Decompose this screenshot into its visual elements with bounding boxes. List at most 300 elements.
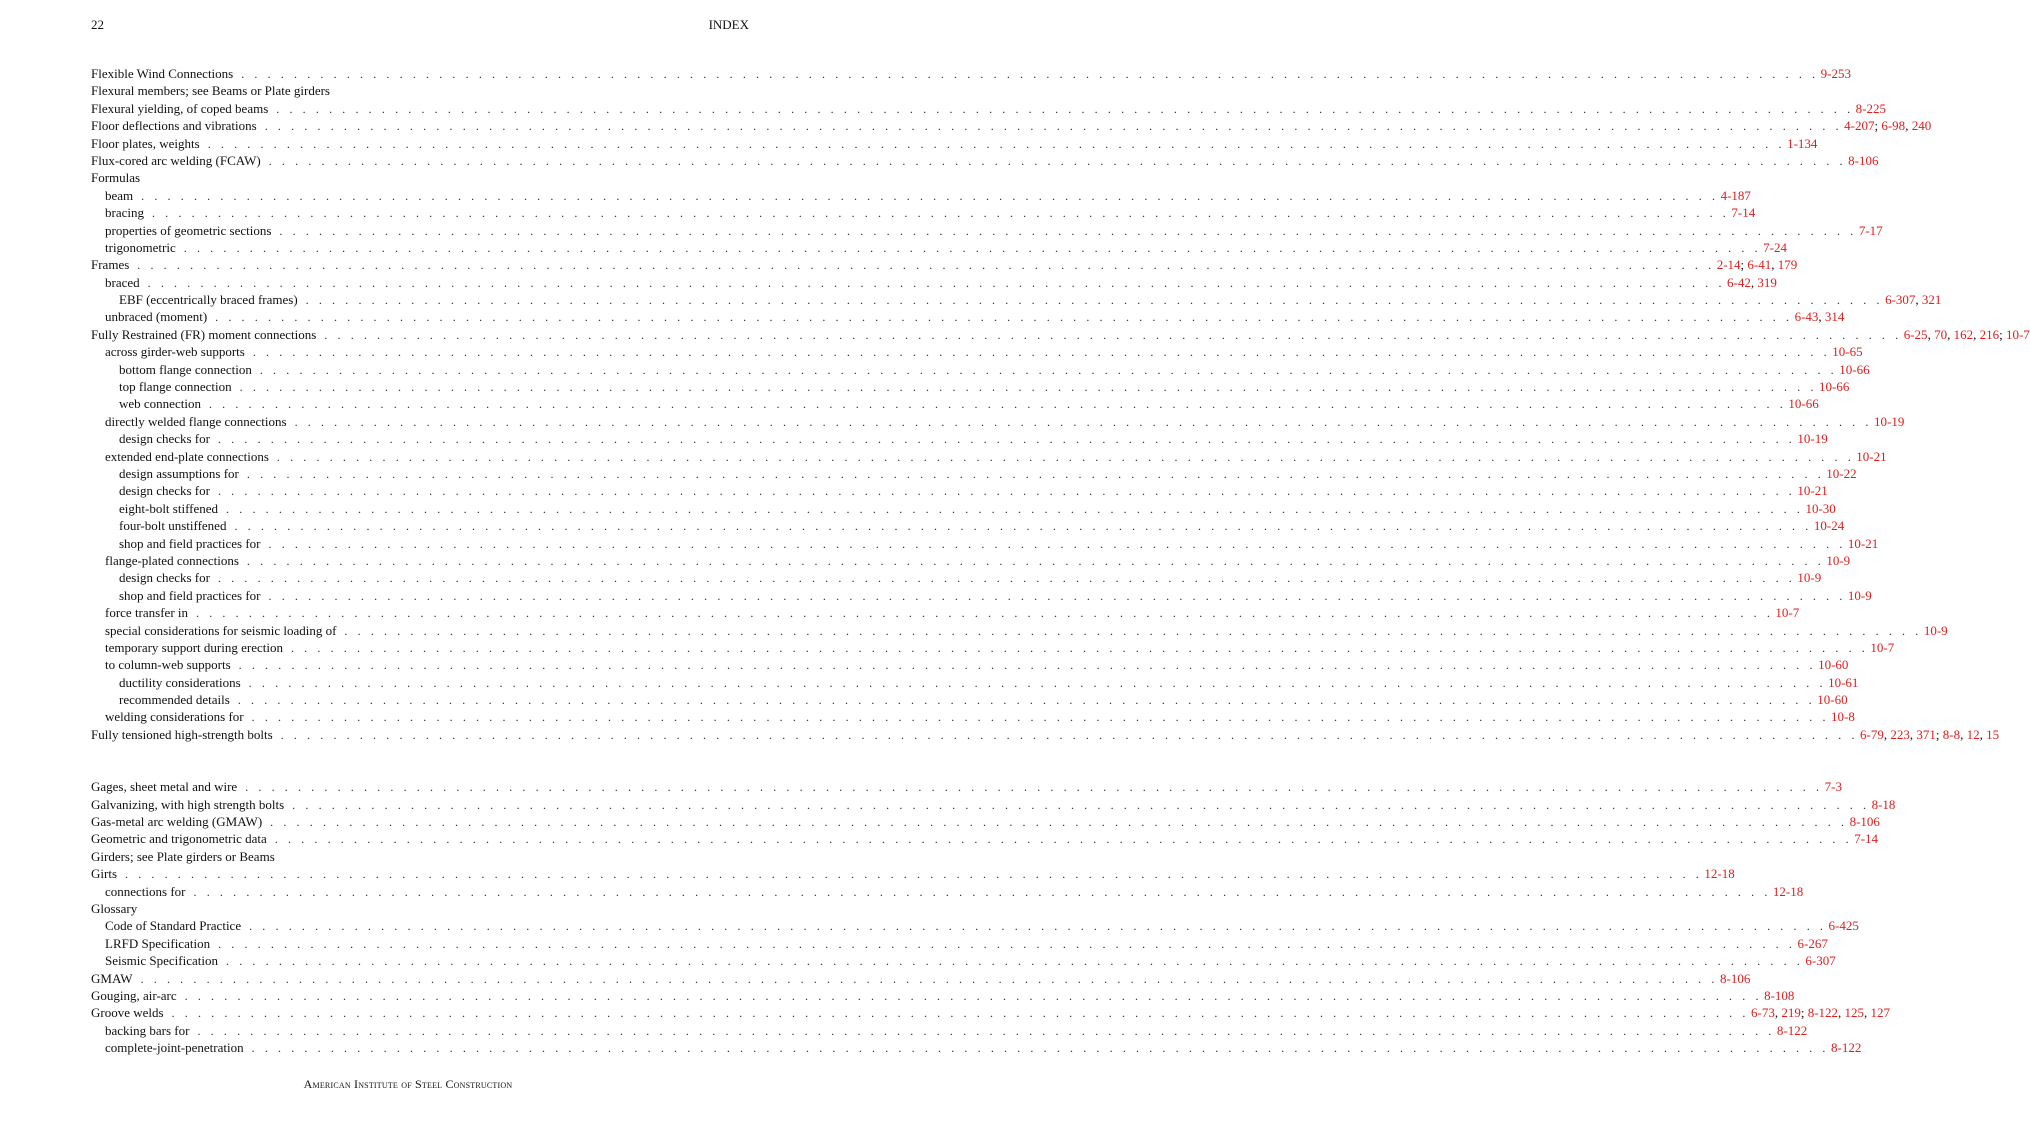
index-term: Gouging, air-arc bbox=[91, 987, 177, 1003]
dot-leader: . . . . . . . . . . . . . . . . . . . . . . . . . . . . . . . . . . . . . . . . . . . . . . . . . . . . . . . . . . . . . . . . . . . . . . . . . . . . . . . . . . . . . . . . . . . . . . . . . . . . . . . . . . . . . . . . . . . . . . . . bbox=[140, 971, 1718, 986]
index-term: EBF (eccentrically braced frames) bbox=[119, 292, 298, 308]
dot-leader: . . . . . . . . . . . . . . . . . . . . . . . . . . . . . . . . . . . . . . . . . . . . . . . . . . . . . . . . . . . . . . . . . . . . . . . . . . . . . . . . . . . . . . . . . . . . . . . . . . . . . . . . . . . . . . . . . . . . . . . . bbox=[208, 397, 1787, 412]
index-entry bbox=[91, 187, 1751, 204]
page-ref-link[interactable]: 10-19 bbox=[1873, 413, 1905, 429]
page-refs bbox=[1848, 587, 1872, 604]
dot-leader: . . . . . . . . . . . . . . . . . . . . . . . . . . . . . . . . . . . . . . . . . . . . . . . . . . . . . . . . . . . . . . . . . . . . . . . . . . . . . . . . . . . . . . . . . . . . . . . . . . . . . . . . . . . . . . . . . . . . . . . . bbox=[276, 101, 1854, 116]
page-refs bbox=[1797, 482, 1827, 499]
index-term: Floor plates, weights bbox=[91, 135, 200, 151]
page-ref-link[interactable]: 8-8 bbox=[1942, 726, 1961, 742]
page-ref-link[interactable]: 6-41 bbox=[1747, 257, 1772, 273]
page-ref-link[interactable]: 6-43 bbox=[1794, 309, 1819, 325]
page-ref-link[interactable]: 6-307 bbox=[1805, 953, 1836, 969]
page-refs bbox=[1817, 691, 1847, 708]
page-ref-link[interactable]: 371 bbox=[1916, 726, 1936, 742]
page-ref-link[interactable]: 6-98 bbox=[1881, 118, 1906, 134]
index-term: Formulas bbox=[91, 170, 141, 186]
page-ref-link[interactable]: 162 bbox=[1953, 326, 1974, 342]
page-ref-link[interactable]: 9-253 bbox=[1820, 66, 1851, 81]
index-term: Fully tensioned high-strength bolts bbox=[91, 726, 273, 742]
page-refs bbox=[1872, 796, 1896, 813]
ref-separator: , bbox=[1927, 326, 1935, 342]
index-entry bbox=[91, 569, 1822, 586]
page-ref-link[interactable]: 7-17 bbox=[1858, 222, 1883, 238]
index-entry bbox=[91, 1039, 1862, 1056]
dot-leader: . . . . . . . . . . . . . . . . . . . . . . . . . . . . . . . . . . . . . . . . . . . . . . . . . . . . . . . . . . . . . . . . . . . . . . . . . . . . . . . . . . . . . . . . . . . . . . . . . . . . . . . . . . . . . . . . . . . . . . . . bbox=[217, 571, 1796, 586]
page-refs bbox=[1727, 274, 1777, 291]
page-ref-link[interactable]: 6-25 bbox=[1903, 326, 1928, 342]
page-ref-link[interactable]: 223 bbox=[1890, 726, 1910, 742]
index-entry bbox=[91, 639, 1895, 656]
index-term: Gas-metal arc welding (GMAW) bbox=[91, 814, 263, 830]
index-term: Floor deflections and vibrations bbox=[91, 118, 257, 134]
index-term: Galvanizing, with high strength bolts bbox=[91, 796, 285, 812]
page-ref-link[interactable]: 8-106 bbox=[1849, 814, 1880, 830]
index-term: force transfer in bbox=[105, 605, 189, 621]
page-ref-link[interactable]: 10-7 bbox=[1775, 605, 1800, 621]
dot-leader: . . . . . . . . . . . . . . . . . . . . . . . . . . . . . . . . . . . . . . . . . . . . . . . . . . . . . . . . . . . . . . . . . . . . . . . . . . . . . . . . . . . . . . . . . . . . . . . . . . . . . . . . . . . . . . . . . . . . . . . . bbox=[344, 623, 1922, 638]
index-term: Fully Restrained (FR) moment connections bbox=[91, 326, 317, 342]
page-ref-link[interactable]: 12-18 bbox=[1704, 866, 1735, 882]
index-term: Frames bbox=[91, 257, 130, 273]
dot-leader: . . . . . . . . . . . . . . . . . . . . . . . . . . . . . . . . . . . . . . . . . . . . . . . . . . . . . . . . . . . . . . . . . . . . . . . . . . . . . . . . . . . . . . . . . . . . . . . . . . . . . . . . . . . . . . . . . . . . . . . . bbox=[251, 1041, 1830, 1056]
ref-separator: , bbox=[1947, 326, 1954, 342]
dot-leader: . . . . . . . . . . . . . . . . . . . . . . . . . . . . . . . . . . . . . . . . . . . . . . . . . . . . . . . . . . . . . . . . . . . . . . . . . . . . . . . . . . . . . . . . . . . . . . . . . . . . . . . . . . . . . . . . . . . . . . . . bbox=[147, 275, 1726, 290]
index-term: connections for bbox=[105, 883, 186, 899]
page-ref-link[interactable]: 10-24 bbox=[1813, 518, 1845, 534]
index-entry bbox=[91, 256, 1798, 273]
page-refs bbox=[1826, 552, 1850, 569]
page-refs bbox=[1839, 361, 1869, 378]
dot-leader: . . . . . . . . . . . . . . . . . . . . . . . . . . . . . . . . . . . . . . . . . . . . . . . . . . . . . . . . . . . . . . . . . . . . . . . . . . . . . . . . . . . . . . . . . . . . . . . . . . . . . . . . . . . . . . . . . . . . . . . . bbox=[218, 936, 1796, 951]
page-ref-link[interactable]: 8-18 bbox=[1871, 796, 1896, 812]
index-term: braced bbox=[105, 274, 140, 290]
page-refs bbox=[1805, 500, 1835, 517]
page-refs bbox=[1848, 535, 1878, 552]
page-refs bbox=[1763, 239, 1787, 256]
index-term: GMAW bbox=[91, 970, 133, 986]
page-ref-link[interactable]: 10-61 bbox=[1828, 674, 1859, 690]
page-ref-link[interactable]: 10-22 bbox=[1826, 465, 1857, 481]
dot-leader: . . . . . . . . . . . . . . . . . . . . . . . . . . . . . . . . . . . . . . . . . . . . . . . . . . . . . . . . . . . . . . . . . . . . . . . . . . . . . . . . . . . . . . . . . . . . . . . . . . . . . . . . . . . . . . . . . . . . . . . . bbox=[184, 988, 1763, 1003]
page-ref-link[interactable]: 10-7 bbox=[2005, 326, 2030, 342]
index-entry bbox=[91, 204, 1756, 221]
page-refs bbox=[1797, 569, 1821, 586]
dot-leader: . . . . . . . . . . . . . . . . . . . . . . . . . . . . . . . . . . . . . . . . . . . . . . . . . . . . . . . . . . . . . . . . . . . . . . . . . . . . . . . . . . . . . . . . . . . . . . . . . . . . . . . . . . . . . . . . . . . . . . . . bbox=[251, 710, 1830, 725]
page-refs bbox=[1829, 917, 1859, 934]
index-entry bbox=[91, 152, 1879, 169]
dot-leader: . . . . . . . . . . . . . . . . . . . . . . . . . . . . . . . . . . . . . . . . . . . . . . . . . . . . . . . . . . . . . . . . . . . . . . . . . . . . . . . . . . . . . . . . . . . . . . . . . . . . . . . . . . . . . . . . . . . . . . . . bbox=[279, 223, 1857, 238]
index-term: extended end-plate connections bbox=[105, 448, 269, 464]
index-term: top flange connection bbox=[119, 379, 232, 395]
index-entry bbox=[91, 482, 1828, 499]
index-term: Flexural members; see Beams or Plate girders bbox=[91, 83, 330, 99]
index-entry bbox=[91, 100, 1887, 117]
page-refs bbox=[1704, 865, 1734, 882]
page-ref-link[interactable]: 219 bbox=[1781, 1005, 1801, 1021]
index-entry bbox=[91, 970, 1751, 987]
index-list bbox=[91, 65, 2030, 1056]
dot-leader: . . . . . . . . . . . . . . . . . . . . . . . . . . . . . . . . . . . . . . . . . . . . . . . . . . . . . . . . . . . . . . . . . . . . . . . . . . . . . . . . . . . . . . . . . . . . . . . . . . . . . . . . . . . . . . . . . . . . . . . . bbox=[274, 832, 1853, 847]
page-ref-link[interactable]: 179 bbox=[1777, 257, 1798, 273]
page-refs bbox=[1870, 639, 1894, 656]
index-term: design checks for bbox=[119, 570, 210, 586]
page-ref-link[interactable]: 10-9 bbox=[1923, 622, 1948, 638]
page-ref-link[interactable]: 10-30 bbox=[1805, 500, 1836, 516]
index-entry bbox=[91, 1004, 1891, 1021]
ref-separator: , bbox=[1838, 1005, 1845, 1021]
dot-leader: . . . . . . . . . . . . . . . . . . . . . . . . . . . . . . . . . . . . . . . . . . . . . . . . . . . . . . . . . . . . . . . . . . . . . . . . . . . . . . . . . . . . . . . . . . . . . . . . . . . . . . . . . . . . . . . . . . . . . . . . bbox=[197, 1023, 1775, 1038]
page-refs bbox=[1828, 674, 1858, 691]
page-refs bbox=[1825, 778, 1842, 795]
dot-leader: . . . . . . . . . . . . . . . . . . . . . . . . . . . . . . . . . . . . . . . . . . . . . . . . . . . . . . . . . . . . . . . . . . . . . . . . . . . . . . . . . . . . . . . . . . . . . . . . . . . . . . . . . . . . . . . . . . . . . . . . bbox=[141, 188, 1719, 203]
page-ref-link[interactable]: 6-425 bbox=[1828, 918, 1859, 934]
index-term: unbraced (moment) bbox=[105, 309, 208, 325]
index-term: shop and field practices for bbox=[119, 535, 261, 551]
page-ref-link[interactable]: 10-21 bbox=[1847, 535, 1879, 551]
page-ref-link[interactable]: 10-21 bbox=[1797, 483, 1828, 499]
dot-leader: . . . . . . . . . . . . . . . . . . . . . . . . . . . . . . . . . . . . . . . . . . . . . . . . . . . . . . . . . . . . . . . . . . . . . . . . . . . . . . . . . . . . . . . . . . . . . . . . . . . . . . . . . . . . . . . . . . . . . . . . bbox=[239, 380, 1818, 395]
dot-leader: . . . . . . . . . . . . . . . . . . . . . . . . . . . . . . . . . . . . . . . . . . . . . . . . . . . . . . . . . . . . . . . . . . . . . . . . . . . . . . . . . . . . . . . . . . . . . . . . . . . . . . . . . . . . . . . . . . . . . . . . bbox=[294, 414, 1872, 429]
page-ref-link[interactable]: 10-7 bbox=[1870, 639, 1895, 655]
page-ref-link[interactable]: 12 bbox=[1966, 726, 1980, 742]
page-refs bbox=[1787, 135, 1817, 152]
page-ref-link[interactable]: 7-14 bbox=[1731, 205, 1756, 221]
ref-separator: , bbox=[1864, 1005, 1871, 1021]
page-refs bbox=[1860, 726, 1999, 743]
page-refs bbox=[1721, 187, 1751, 204]
ref-separator: , bbox=[1973, 326, 1980, 342]
index-term: shop and field practices for bbox=[119, 587, 261, 603]
dot-leader: . . . . . . . . . . . . . . . . . . . . . . . . . . . . . . . . . . . . . . . . . . . . . . . . . . . . . . . . . . . . . . . . . . . . . . . . . . . . . . . . . . . . . . . . . . . . . . . . . . . . . . . . . . . . . . . . . . . . . . . . bbox=[270, 815, 1848, 830]
index-entry bbox=[91, 239, 1788, 256]
dot-leader: . . . . . . . . . . . . . . . . . . . . . . . . . . . . . . . . . . . . . . . . . . . . . . . . . . . . . . . . . . . . . . . . . . . . . . . . . . . . . . . . . . . . . . . . . . . . . . . . . . . . . . . . . . . . . . . . . . . . . . . . bbox=[268, 153, 1847, 168]
index-entry bbox=[91, 135, 1818, 152]
page-refs bbox=[1821, 65, 1851, 82]
page-refs bbox=[1775, 604, 1799, 621]
index-entry bbox=[91, 326, 2030, 343]
index-entry bbox=[91, 65, 1851, 82]
dot-leader: . . . . . . . . . . . . . . . . . . . . . . . . . . . . . . . . . . . . . . . . . . . . . . . . . . . . . . . . . . . . . . . . . . . . . . . . . . . . . . . . . . . . . . . . . . . . . . . . . . . . . . . . . . . . . . . . . . . . . . . . bbox=[125, 867, 1703, 882]
page-ref-link[interactable]: 7-14 bbox=[1854, 831, 1879, 847]
page-ref-link[interactable]: 15 bbox=[1986, 726, 2000, 742]
section-gap bbox=[91, 743, 749, 778]
index-term: complete-joint-penetration bbox=[105, 1040, 244, 1056]
page-refs bbox=[1885, 291, 1941, 308]
dot-leader: . . . . . . . . . . . . . . . . . . . . . . . . . . . . . . . . . . . . . . . . . . . . . . . . . . . . . . . . . . . . . . . . . . . . . . . . . . . . . . . . . . . . . . . . . . . . . . . . . . . . . . . . . . . . . . . . . . . . . . . . bbox=[305, 293, 1884, 308]
dot-leader: . . . . . . . . . . . . . . . . . . . . . . . . . . . . . . . . . . . . . . . . . . . . . . . . . . . . . . . . . . . . . . . . . . . . . . . . . . . . . . . . . . . . . . . . . . . . . . . . . . . . . . . . . . . . . . . . . . . . . . . . bbox=[207, 136, 1786, 151]
page-ref-link[interactable]: 4-207 bbox=[1844, 118, 1875, 134]
dot-leader: . . . . . . . . . . . . . . . . . . . . . . . . . . . . . . . . . . . . . . . . . . . . . . . . . . . . . . . . . . . . . . . . . . . . . . . . . . . . . . . . . . . . . . . . . . . . . . . . . . . . . . . . . . . . . . . . . . . . . . . . bbox=[151, 206, 1730, 221]
dot-leader: . . . . . . . . . . . . . . . . . . . . . . . . . . . . . . . . . . . . . . . . . . . . . . . . . . . . . . . . . . . . . . . . . . . . . . . . . . . . . . . . . . . . . . . . . . . . . . . . . . . . . . . . . . . . . . . . . . . . . . . . bbox=[226, 501, 1804, 516]
page-refs bbox=[1717, 256, 1798, 273]
page-ref-link[interactable]: 10-66 bbox=[1819, 379, 1850, 395]
page-refs bbox=[1831, 708, 1855, 725]
index-term: Code of Standard Practice bbox=[105, 918, 242, 934]
index-entry bbox=[91, 900, 749, 917]
index-term: welding considerations for bbox=[105, 709, 244, 725]
ref-separator: , bbox=[1750, 274, 1758, 290]
index-entry bbox=[91, 291, 1942, 308]
index-entry bbox=[91, 883, 1804, 900]
index-entry bbox=[91, 430, 1828, 447]
index-term: eight-bolt stiffened bbox=[119, 500, 219, 516]
dot-leader: . . . . . . . . . . . . . . . . . . . . . . . . . . . . . . . . . . . . . . . . . . . . . . . . . . . . . . . . . . . . . . . . . . . . . . . . . . . . . . . . . . . . . . . . . . . . . . . . . . . . . . . . . . . . . . . . . . . . . . . . bbox=[268, 588, 1846, 603]
dot-leader: . . . . . . . . . . . . . . . . . . . . . . . . . . . . . . . . . . . . . . . . . . . . . . . . . . . . . . . . . . . . . . . . . . . . . . . . . . . . . . . . . . . . . . . . . . . . . . . . . . . . . . . . . . . . . . . . . . . . . . . . bbox=[324, 327, 1902, 342]
page-ref-link[interactable]: 10-66 bbox=[1839, 361, 1870, 377]
ref-separator: , bbox=[1979, 726, 1987, 742]
ref-separator: , bbox=[1771, 257, 1778, 273]
index-entry bbox=[91, 917, 1859, 934]
dot-leader: . . . . . . . . . . . . . . . . . . . . . . . . . . . . . . . . . . . . . . . . . . . . . . . . . . . . . . . . . . . . . . . . . . . . . . . . . . . . . . . . . . . . . . . . . . . . . . . . . . . . . . . . . . . . . . . . . . . . . . . . bbox=[290, 640, 1869, 655]
dot-leader: . . . . . . . . . . . . . . . . . . . . . . . . . . . . . . . . . . . . . . . . . . . . . . . . . . . . . . . . . . . . . . . . . . . . . . . . . . . . . . . . . . . . . . . . . . . . . . . . . . . . . . . . . . . . . . . . . . . . . . . . bbox=[215, 310, 1793, 325]
index-term: recommended details bbox=[119, 692, 230, 708]
page-ref-link[interactable]: 10-8 bbox=[1831, 709, 1855, 725]
dot-leader: . . . . . . . . . . . . . . . . . . . . . . . . . . . . . . . . . . . . . . . . . . . . . . . . . . . . . . . . . . . . . . . . . . . . . . . . . . . . . . . . . . . . . . . . . . . . . . . . . . . . . . . . . . . . . . . . . . . . . . . . bbox=[252, 345, 1831, 360]
page-ref-link[interactable]: 127 bbox=[1870, 1005, 1891, 1021]
page-refs bbox=[1797, 935, 1827, 952]
page-refs bbox=[1874, 413, 1904, 430]
page-ref-link[interactable]: 7-3 bbox=[1824, 779, 1842, 795]
page-ref-link[interactable]: 216 bbox=[1979, 326, 2000, 342]
ref-separator: , bbox=[1909, 726, 1917, 742]
index-term: ductility considerations bbox=[119, 674, 241, 690]
ref-separator: ; bbox=[1740, 257, 1748, 273]
ref-separator: , bbox=[1915, 292, 1922, 308]
page-ref-link[interactable]: 7-24 bbox=[1763, 239, 1788, 255]
index-term: across girder-web supports bbox=[105, 344, 245, 360]
index-entry bbox=[91, 552, 1851, 569]
index-term: special considerations for seismic loading of bbox=[105, 622, 337, 638]
page-ref-link[interactable]: 1-134 bbox=[1787, 135, 1818, 151]
index-entry bbox=[91, 169, 749, 186]
ref-separator: ; bbox=[1800, 1005, 1808, 1021]
page-ref-link[interactable]: 314 bbox=[1824, 309, 1845, 325]
page-ref-link[interactable]: 10-65 bbox=[1832, 344, 1863, 360]
page-ref-link[interactable]: 8-122 bbox=[1776, 1022, 1808, 1038]
index-entry bbox=[91, 865, 1735, 882]
page-ref-link[interactable]: 2-14 bbox=[1716, 257, 1741, 273]
page-ref-link[interactable]: 8-106 bbox=[1848, 152, 1879, 168]
index-entry bbox=[91, 82, 749, 99]
index-term: Glossary bbox=[91, 900, 138, 916]
page-ref-link[interactable]: 10-9 bbox=[1797, 570, 1822, 586]
page-number: 22 bbox=[91, 17, 104, 32]
index-entry bbox=[91, 517, 1845, 534]
dot-leader: . . . . . . . . . . . . . . . . . . . . . . . . . . . . . . . . . . . . . . . . . . . . . . . . . . . . . . . . . . . . . . . . . . . . . . . . . . . . . . . . . . . . . . . . . . . . . . . . . . . . . . . . . . . . . . . . . . . . . . . . bbox=[217, 484, 1796, 499]
index-term: Geometric and trigonometric data bbox=[91, 831, 267, 847]
index-term: Seismic Specification bbox=[105, 953, 219, 969]
page-ref-link[interactable]: 8-122 bbox=[1831, 1040, 1862, 1056]
index-term: Girders; see Plate girders or Beams bbox=[91, 848, 275, 864]
page-footer: American Institute of Steel Construction bbox=[303, 1077, 513, 1091]
index-entry bbox=[91, 343, 1863, 360]
index-entry bbox=[91, 796, 1896, 813]
ref-separator: ; bbox=[1935, 726, 1943, 742]
ref-separator: , bbox=[1960, 726, 1967, 742]
index-term: backing bars for bbox=[105, 1022, 190, 1038]
page-refs bbox=[1831, 1039, 1861, 1056]
index-term: bottom flange connection bbox=[119, 361, 252, 377]
dot-leader: . . . . . . . . . . . . . . . . . . . . . . . . . . . . . . . . . . . . . . . . . . . . . . . . . . . . . . . . . . . . . . . . . . . . . . . . . . . . . . . . . . . . . . . . . . . . . . . . . . . . . . . . . . . . . . . . . . . . . . . . bbox=[193, 884, 1771, 899]
index-entry bbox=[91, 952, 1836, 969]
page-ref-link[interactable]: 321 bbox=[1921, 292, 1942, 308]
index-term: Groove welds bbox=[91, 1005, 164, 1021]
index-entry bbox=[91, 674, 1859, 691]
index-entry bbox=[91, 1022, 1808, 1039]
dot-leader: . . . . . . . . . . . . . . . . . . . . . . . . . . . . . . . . . . . . . . . . . . . . . . . . . . . . . . . . . . . . . . . . . . . . . . . . . . . . . . . . . . . . . . . . . . . . . . . . . . . . . . . . . . . . . . . . . . . . . . . . bbox=[264, 119, 1843, 134]
index-term: directly welded flange connections bbox=[105, 413, 287, 429]
page-ref-link[interactable]: 70 bbox=[1934, 326, 1948, 342]
page-ref-link[interactable]: 10-60 bbox=[1817, 692, 1848, 708]
index-term: Gages, sheet metal and wire bbox=[91, 779, 238, 795]
page-refs bbox=[1788, 395, 1818, 412]
index-term: bracing bbox=[105, 205, 144, 221]
dot-leader: . . . . . . . . . . . . . . . . . . . . . . . . . . . . . . . . . . . . . . . . . . . . . . . . . . . . . . . . . . . . . . . . . . . . . . . . . . . . . . . . . . . . . . . . . . . . . . . . . . . . . . . . . . . . . . . . . . . . . . . . bbox=[292, 797, 1870, 812]
index-term: Flexible Wind Connections bbox=[91, 66, 234, 81]
dot-leader: . . . . . . . . . . . . . . . . . . . . . . . . . . . . . . . . . . . . . . . . . . . . . . . . . . . . . . . . . . . . . . . . . . . . . . . . . . . . . . . . . . . . . . . . . . . . . . . . . . . . . . . . . . . . . . . . . . . . . . . . bbox=[171, 1006, 1749, 1021]
index-term: Girts bbox=[91, 866, 117, 882]
page-refs bbox=[1856, 100, 1886, 117]
page-refs bbox=[1818, 656, 1848, 673]
index-entry bbox=[91, 587, 1872, 604]
page-refs bbox=[1826, 465, 1856, 482]
index-term: beam bbox=[105, 187, 134, 203]
index-entry bbox=[91, 222, 1883, 239]
dot-leader: . . . . . . . . . . . . . . . . . . . . . . . . . . . . . . . . . . . . . . . . . . . . . . . . . . . . . . . . . . . . . . . . . . . . . . . . . . . . . . . . . . . . . . . . . . . . . . . . . . . . . . . . . . . . . . . . . . . . . . . . bbox=[246, 466, 1825, 481]
page-ref-link[interactable]: 10-66 bbox=[1788, 396, 1819, 412]
page-ref-link[interactable]: 6-42 bbox=[1727, 274, 1751, 290]
index-term: properties of geometric sections bbox=[105, 222, 272, 238]
index-entry bbox=[91, 604, 1800, 621]
page-ref-link[interactable]: 240 bbox=[1911, 118, 1932, 134]
page-ref-link[interactable]: 6-307 bbox=[1885, 292, 1916, 308]
index-entry bbox=[91, 465, 1857, 482]
page-refs bbox=[1832, 343, 1862, 360]
dot-leader: . . . . . . . . . . . . . . . . . . . . . . . . . . . . . . . . . . . . . . . . . . . . . . . . . . . . . . . . . . . . . . . . . . . . . . . . . . . . . . . . . . . . . . . . . . . . . . . . . . . . . . . . . . . . . . . . . . . . . . . . bbox=[196, 606, 1774, 621]
page-ref-link[interactable]: 4-187 bbox=[1720, 187, 1751, 203]
index-term: web connection bbox=[119, 396, 201, 412]
ref-separator: ; bbox=[1874, 118, 1882, 134]
index-term: trigonometric bbox=[105, 239, 176, 255]
index-entry bbox=[91, 622, 1948, 639]
page-ref-link[interactable]: 6-267 bbox=[1797, 935, 1828, 951]
index-entry bbox=[91, 813, 1880, 830]
page-ref-link[interactable]: 12-18 bbox=[1772, 883, 1804, 899]
ref-separator: , bbox=[1818, 309, 1825, 325]
page-ref-link[interactable]: 8-106 bbox=[1719, 970, 1751, 986]
page-refs bbox=[1720, 970, 1750, 987]
index-term: LRFD Specification bbox=[105, 935, 211, 951]
page-refs bbox=[1814, 517, 1844, 534]
index-entry bbox=[91, 708, 1855, 725]
dot-leader: . . . . . . . . . . . . . . . . . . . . . . . . . . . . . . . . . . . . . . . . . . . . . . . . . . . . . . . . . . . . . . . . . . . . . . . . . . . . . . . . . . . . . . . . . . . . . . . . . . . . . . . . . . . . . . . . . . . . . . . . bbox=[183, 240, 1762, 255]
page-ref-link[interactable]: 10-9 bbox=[1847, 587, 1872, 603]
index-term: flange-plated connections bbox=[105, 552, 239, 568]
index-entry bbox=[91, 830, 1879, 847]
index-term: design checks for bbox=[119, 431, 210, 447]
dot-leader: . . . . . . . . . . . . . . . . . . . . . . . . . . . . . . . . . . . . . . . . . . . . . . . . . . . . . . . . . . . . . . . . . . . . . . . . . . . . . . . . . . . . . . . . . . . . . . . . . . . . . . . . . . . . . . . . . . . . . . . . bbox=[217, 432, 1796, 447]
index-entry bbox=[91, 448, 1887, 465]
dot-leader: . . . . . . . . . . . . . . . . . . . . . . . . . . . . . . . . . . . . . . . . . . . . . . . . . . . . . . . . . . . . . . . . . . . . . . . . . . . . . . . . . . . . . . . . . . . . . . . . . . . . . . . . . . . . . . . . . . . . . . . . bbox=[246, 553, 1825, 568]
dot-leader: . . . . . . . . . . . . . . . . . . . . . . . . . . . . . . . . . . . . . . . . . . . . . . . . . . . . . . . . . . . . . . . . . . . . . . . . . . . . . . . . . . . . . . . . . . . . . . . . . . . . . . . . . . . . . . . . . . . . . . . . bbox=[268, 536, 1846, 551]
index-entry bbox=[91, 361, 1870, 378]
index-term: design checks for bbox=[119, 483, 210, 499]
page-refs bbox=[1805, 952, 1835, 969]
page-refs bbox=[1795, 308, 1845, 325]
index-entry bbox=[91, 117, 1932, 134]
page-header bbox=[91, 16, 749, 34]
section-title: INDEX bbox=[708, 17, 749, 32]
page-refs bbox=[1924, 622, 1948, 639]
dot-leader: . . . . . . . . . . . . . . . . . . . . . . . . . . . . . . . . . . . . . . . . . . . . . . . . . . . . . . . . . . . . . . . . . . . . . . . . . . . . . . . . . . . . . . . . . . . . . . . . . . . . . . . . . . . . . . . . . . . . . . . . bbox=[238, 658, 1817, 673]
index-entry bbox=[91, 413, 1905, 430]
dot-leader: . . . . . . . . . . . . . . . . . . . . . . . . . . . . . . . . . . . . . . . . . . . . . . . . . . . . . . . . . . . . . . . . . . . . . . . . . . . . . . . . . . . . . . . . . . . . . . . . . . . . . . . . . . . . . . . . . . . . . . . . bbox=[259, 362, 1838, 377]
index-term: four-bolt unstiffened bbox=[119, 518, 227, 534]
index-entry bbox=[91, 656, 1849, 673]
index-entry bbox=[91, 691, 1848, 708]
dot-leader: . . . . . . . . . . . . . . . . . . . . . . . . . . . . . . . . . . . . . . . . . . . . . . . . . . . . . . . . . . . . . . . . . . . . . . . . . . . . . . . . . . . . . . . . . . . . . . . . . . . . . . . . . . . . . . . . . . . . . . . . bbox=[237, 693, 1816, 708]
page-ref-link[interactable]: 10-21 bbox=[1856, 448, 1887, 464]
page-ref-link[interactable]: 8-225 bbox=[1855, 100, 1887, 116]
page-ref-link[interactable]: 6-79 bbox=[1860, 726, 1884, 742]
index-entry bbox=[91, 308, 1845, 325]
index-term: Flux-cored arc welding (FCAW) bbox=[91, 152, 261, 168]
page-ref-link[interactable]: 10-9 bbox=[1826, 552, 1851, 568]
page-refs bbox=[1854, 830, 1878, 847]
index-term: temporary support during erection bbox=[105, 639, 283, 655]
index-term: to column-web supports bbox=[105, 657, 231, 673]
page-refs bbox=[1819, 378, 1849, 395]
dot-leader: . . . . . . . . . . . . . . . . . . . . . . . . . . . . . . . . . . . . . . . . . . . . . . . . . . . . . . . . . . . . . . . . . . . . . . . . . . . . . . . . . . . . . . . . . . . . . . . . . . . . . . . . . . . . . . . . . . . . . . . . bbox=[276, 449, 1855, 464]
dot-leader: . . . . . . . . . . . . . . . . . . . . . . . . . . . . . . . . . . . . . . . . . . . . . . . . . . . . . . . . . . . . . . . . . . . . . . . . . . . . . . . . . . . . . . . . . . . . . . . . . . . . . . . . . . . . . . . . . . . . . . . . bbox=[226, 954, 1804, 969]
page-ref-link[interactable]: 125 bbox=[1844, 1005, 1865, 1021]
dot-leader: . . . . . . . . . . . . . . . . . . . . . . . . . . . . . . . . . . . . . . . . . . . . . . . . . . . . . . . . . . . . . . . . . . . . . . . . . . . . . . . . . . . . . . . . . . . . . . . . . . . . . . . . . . . . . . . . . . . . . . . . bbox=[234, 519, 1812, 534]
index-entry bbox=[91, 535, 1879, 552]
index-entry bbox=[91, 987, 1795, 1004]
page-ref-link[interactable]: 6-73 bbox=[1750, 1005, 1775, 1021]
page-refs bbox=[1856, 448, 1886, 465]
page-ref-link[interactable]: 10-60 bbox=[1818, 657, 1849, 673]
ref-separator: , bbox=[1905, 118, 1912, 134]
page-refs bbox=[1844, 117, 1931, 134]
index-term: Flexural yielding, of coped beams bbox=[91, 100, 269, 116]
index-entry bbox=[91, 935, 1828, 952]
page-refs bbox=[1859, 222, 1883, 239]
page-refs bbox=[1797, 430, 1827, 447]
page-refs bbox=[1848, 152, 1878, 169]
page-ref-link[interactable]: 319 bbox=[1757, 274, 1777, 290]
index-entry bbox=[91, 378, 1850, 395]
page-ref-link[interactable]: 8-122 bbox=[1807, 1005, 1839, 1021]
page-refs bbox=[1764, 987, 1794, 1004]
index-entry bbox=[91, 778, 1842, 795]
index-entry bbox=[91, 395, 1819, 412]
page-refs bbox=[1777, 1022, 1807, 1039]
dot-leader: . . . . . . . . . . . . . . . . . . . . . . . . . . . . . . . . . . . . . . . . . . . . . . . . . . . . . . . . . . . . . . . . . . . . . . . . . . . . . . . . . . . . . . . . . . . . . . . . . . . . . . . . . . . . . . . . . . . . . . . . bbox=[241, 67, 1819, 81]
index-entry bbox=[91, 848, 749, 865]
dot-leader: . . . . . . . . . . . . . . . . . . . . . . . . . . . . . . . . . . . . . . . . . . . . . . . . . . . . . . . . . . . . . . . . . . . . . . . . . . . . . . . . . . . . . . . . . . . . . . . . . . . . . . . . . . . . . . . . . . . . . . . . bbox=[137, 258, 1715, 273]
page-ref-link[interactable]: 10-19 bbox=[1797, 431, 1828, 447]
index-entry bbox=[91, 726, 2000, 743]
index-entry bbox=[91, 274, 1777, 291]
index-term: design assumptions for bbox=[119, 465, 239, 481]
page-refs bbox=[1850, 813, 1880, 830]
dot-leader: . . . . . . . . . . . . . . . . . . . . . . . . . . . . . . . . . . . . . . . . . . . . . . . . . . . . . . . . . . . . . . . . . . . . . . . . . . . . . . . . . . . . . . . . . . . . . . . . . . . . . . . . . . . . . . . . . . . . . . . . bbox=[249, 919, 1827, 934]
page-ref-link[interactable]: 8-108 bbox=[1764, 987, 1795, 1003]
index-entry bbox=[91, 500, 1836, 517]
ref-separator: ; bbox=[1999, 326, 2006, 342]
